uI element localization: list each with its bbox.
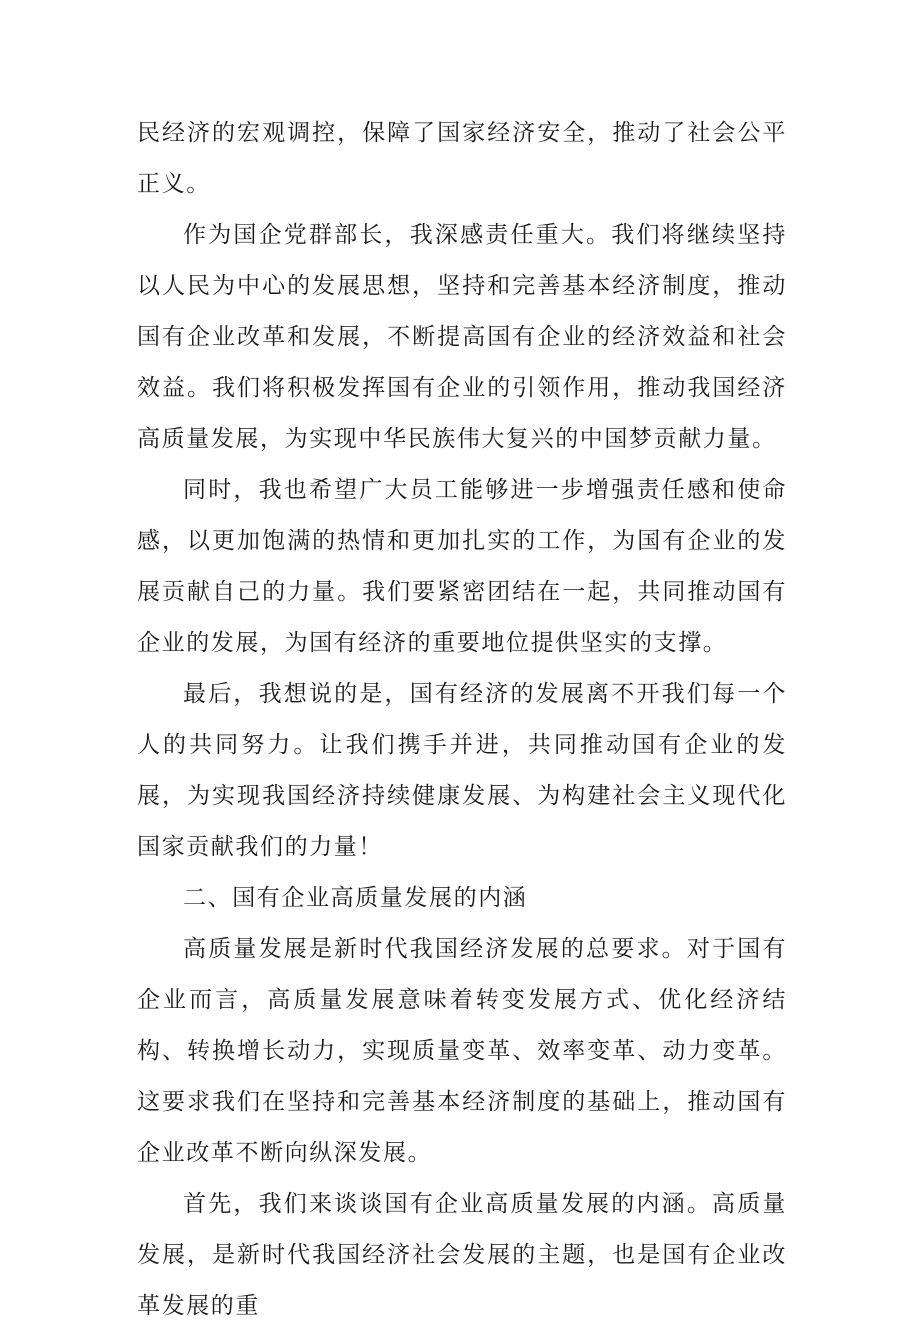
paragraph-first-point: 首先，我们来谈谈国有企业高质量发展的内涵。高质量发展，是新时代我国经济社会发展的主题，也是国有企业改革发展的重 — [137, 1191, 787, 1319]
section-heading: 二、国有企业高质量发展的内涵 — [183, 885, 528, 911]
paragraph-employees: 同时，我也希望广大员工能够进一步增强责任感和使命感，以更加饱满的热情和更加扎实的工作，为国有企业的发展贡献自己的力量。我们要紧密团结在一起，共同推动国有企业的发展，为国有经济的重要地位提供坚实的支撑。 — [137, 477, 787, 656]
document-body — [137, 108, 787, 1332]
paragraph-continued: 民经济的宏观调控，保障了国家经济安全，推动了社会公平正义。 — [137, 120, 787, 197]
paragraph-high-quality: 高质量发展是新时代我国经济发展的总要求。对于国有企业而言，高质量发展意味着转变发展方式、优化经济结构、转换增长动力，实现质量变革、效率变革、动力变革。这要求我们在坚持和完善基本经济制度的基础上，推动国有企业改革不断向纵深发展。 — [137, 936, 787, 1166]
paragraph-responsibility: 作为国企党群部长，我深感责任重大。我们将继续坚持以人民为中心的发展思想，坚持和完善基本经济制度，推动国有企业改革和发展，不断提高国有企业的经济效益和社会效益。我们将积极发挥国有企业的引领作用，推动我国经济高质量发展，为实现中华民族伟大复兴的中国梦贡献力量。 — [137, 222, 787, 452]
paragraph-closing: 最后，我想说的是，国有经济的发展离不开我们每一个人的共同努力。让我们携手并进，共同推动国有企业的发展，为实现我国经济持续健康发展、为构建社会主义现代化国家贡献我们的力量！ — [137, 681, 787, 860]
